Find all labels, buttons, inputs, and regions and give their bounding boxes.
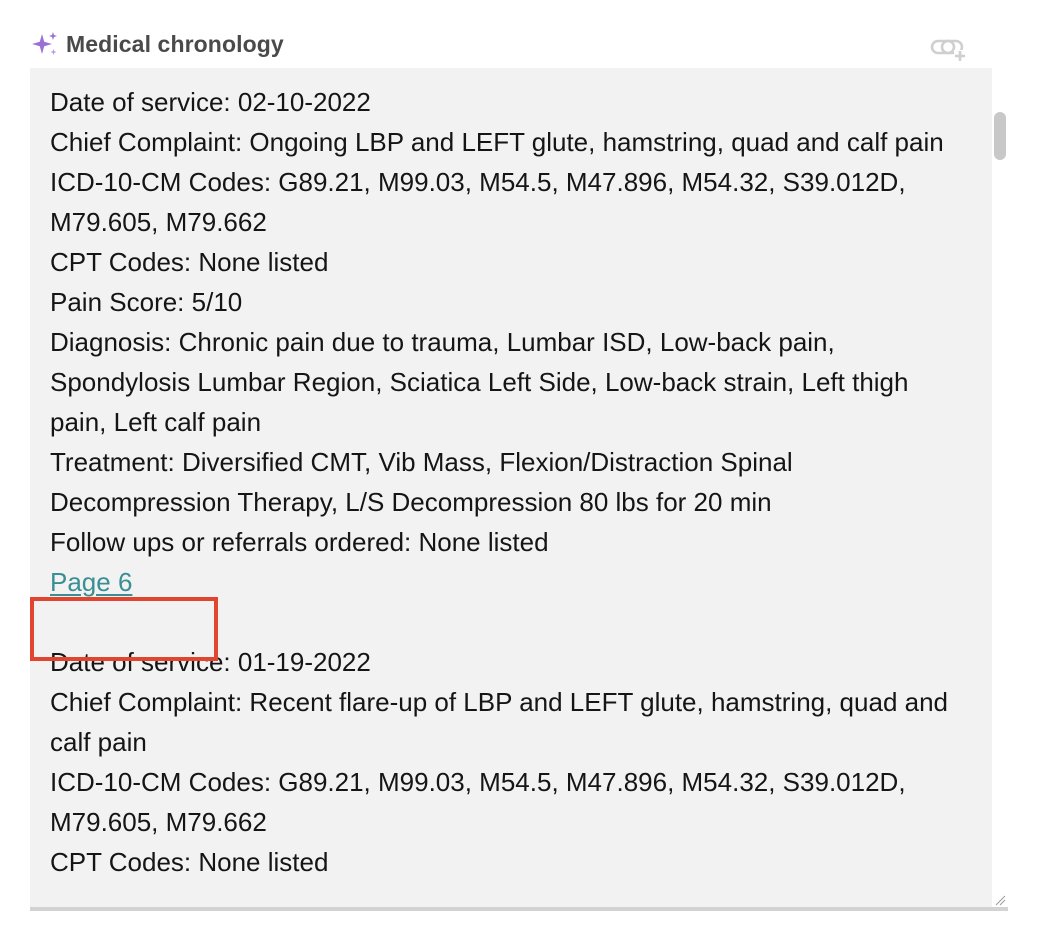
date-of-service: Date of service: 01-19-2022	[50, 647, 371, 677]
scrollbar[interactable]	[992, 68, 1008, 908]
scrollbar-thumb[interactable]	[994, 112, 1006, 160]
cpt-codes: CPT Codes: None listed	[50, 847, 329, 877]
chief-complaint: Chief Complaint: Ongoing LBP and LEFT glute, hamstring, quad and calf pain	[50, 127, 944, 157]
cpt-codes: CPT Codes: None listed	[50, 247, 329, 277]
panel-bottom-border	[30, 907, 1008, 911]
panel-title: Medical chronology	[66, 31, 284, 57]
date-of-service: Date of service: 02-10-2022	[50, 87, 371, 117]
pain-score: Pain Score: 5/10	[50, 287, 243, 317]
chronology-panel[interactable]	[30, 68, 1008, 908]
sparkle-icon	[30, 30, 60, 60]
chronology-entry	[50, 642, 970, 882]
page-link[interactable]: Page 6	[50, 567, 133, 597]
chief-complaint: Chief Complaint: Recent flare-up of LBP and LEFT glute, hamstring, quad and calf pain	[50, 687, 949, 757]
icd-codes: ICD-10-CM Codes: G89.21, M99.03, M54.5, M47.896, M54.32, S39.012D, M79.605, M79.662	[50, 767, 906, 837]
link-add-icon[interactable]	[930, 36, 968, 62]
chronology-entry	[50, 82, 970, 602]
diagnosis: Diagnosis: Chronic pain due to trauma, Lumbar ISD, Low-back pain, Spondylosis Lumbar Region, Sciatica Left Side, Low-back strain, Left thigh pain, Left calf pain	[50, 327, 909, 437]
icd-codes: ICD-10-CM Codes: G89.21, M99.03, M54.5, M47.896, M54.32, S39.012D, M79.605, M79.662	[50, 167, 906, 237]
chronology-content	[50, 82, 970, 908]
panel-header	[30, 28, 1008, 64]
resize-handle-icon[interactable]	[994, 894, 1006, 906]
treatment: Treatment: Diversified CMT, Vib Mass, Flexion/Distraction Spinal Decompression Therapy, L/S Decompression 80 lbs for 20 min	[50, 447, 793, 517]
follow-ups: Follow ups or referrals ordered: None listed	[50, 527, 549, 557]
